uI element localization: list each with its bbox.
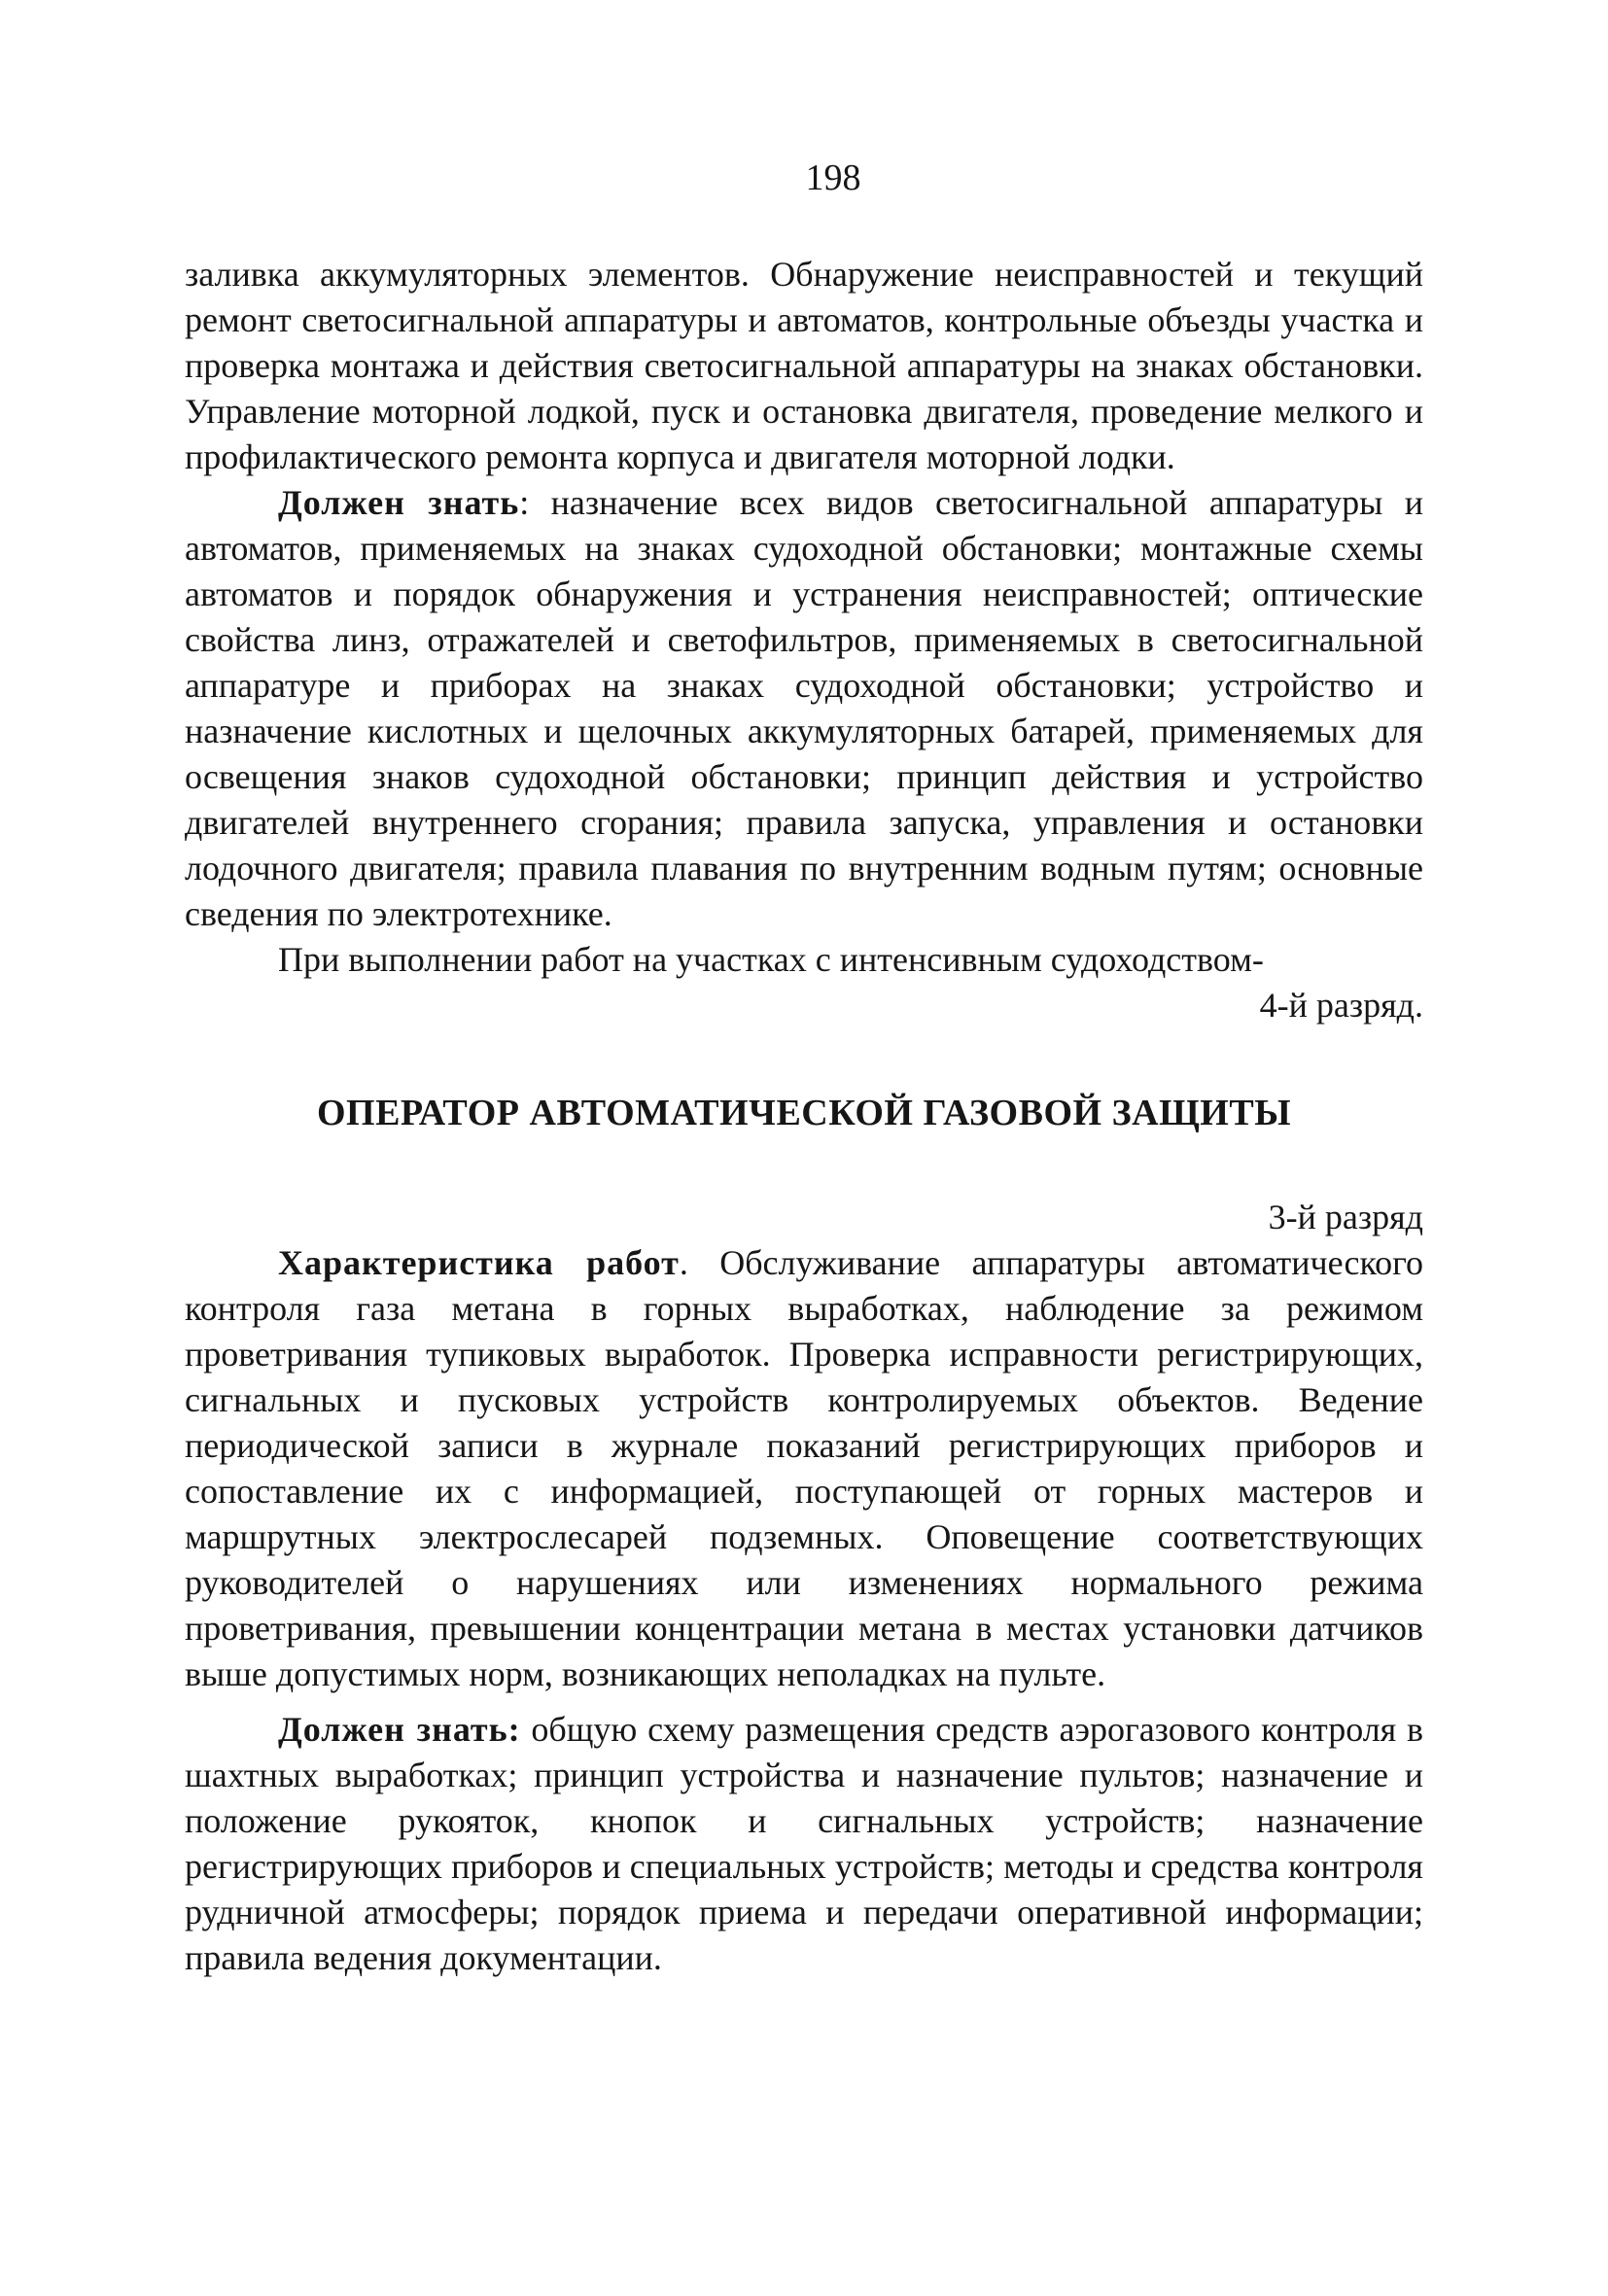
- page-number: 198: [805, 157, 861, 198]
- paragraph-work-characteristics: [185, 1240, 1423, 1697]
- spacer: [185, 1697, 1423, 1707]
- grade-label: 3-й разряд: [1268, 1198, 1423, 1236]
- paragraph-must-know-1: [185, 480, 1423, 937]
- section-title: ОПЕРАТОР АВТОМАТИЧЕСКОЙ ГАЗОВОЙ ЗАЩИТЫ: [316, 1093, 1292, 1133]
- paragraph-continuation: заливка аккумуляторных элементов. Обнаружение неисправностей и текущий ремонт светосигнальной аппаратуры и автоматов, контрольные объезды участка и проверка монтажа и действия светосигнальной аппаратуры на знаках обстановки. Управление моторной лодкой, пуск и остановка двигателя, проведение мелкого и профилактического ремонта корпуса и двигателя моторной лодки.: [185, 255, 1423, 476]
- paragraph-must-know-2: [185, 1707, 1423, 1981]
- term-must-know-2: Должен знать:: [278, 1710, 521, 1749]
- document-page: [185, 156, 1423, 1981]
- text-must-know-1: : назначение всех видов светосигнальной аппаратуры и автоматов, применяемых на знаках судоходной обстановки; монтажные схемы автоматов и порядок обнаружения и устранения неисправностей; оптические свойства линз, отражателей и светофильтров, применяемых в светосигнальной аппаратуре и приборах на знаках судоходной обстановки; устройство и назначение кислотных и щелочных аккумуляторных батарей, применяемых для освещения знаков судоходной обстановки; принцип действия и устройство двигателей внутреннего сгорания; правила запуска, управления и остановки лодочного двигателя; правила плавания по внутренним водным путям; основные сведения по электротехнике.: [185, 483, 1423, 933]
- text-work-characteristics: . Обслуживание аппаратуры автоматического контроля газа метана в горных выработках, наблюдение за режимом проветривания тупиковых выработок. Проверка исправности регистрирующих, сигнальных и пусковых устройств контролируемых объектов. Ведение периодической записи в журнале показаний регистрирующих приборов и сопоставление их с информацией, поступающей от горных мастеров и маршрутных электрослесарей подземных. Оповещение соответствующих руководителей о нарушениях или изменениях нормального режима проветривания, превышении концентрации метана в местах установки датчиков выше допустимых норм, возникающих неполадках на пульте.: [185, 1243, 1423, 1693]
- term-work-characteristics: Характеристика работ: [278, 1243, 680, 1282]
- intensive-grade: 4-й разряд.: [1259, 986, 1423, 1025]
- paragraph-intensive-note: При выполнении работ на участках с интенсивным судоходством-: [278, 940, 1264, 979]
- term-must-know-1: Должен знать: [278, 483, 520, 522]
- text-must-know-2: общую схему размещения средств аэрогазового контроля в шахтных выработках; принцип устройства и назначение пультов; назначение и положение рукояток, кнопок и сигнальных устройств; назначение регистрирующих приборов и специальных устройств; методы и средства контроля рудничной атмосферы; порядок приема и передачи оперативной информации; правила ведения документации.: [185, 1710, 1424, 1977]
